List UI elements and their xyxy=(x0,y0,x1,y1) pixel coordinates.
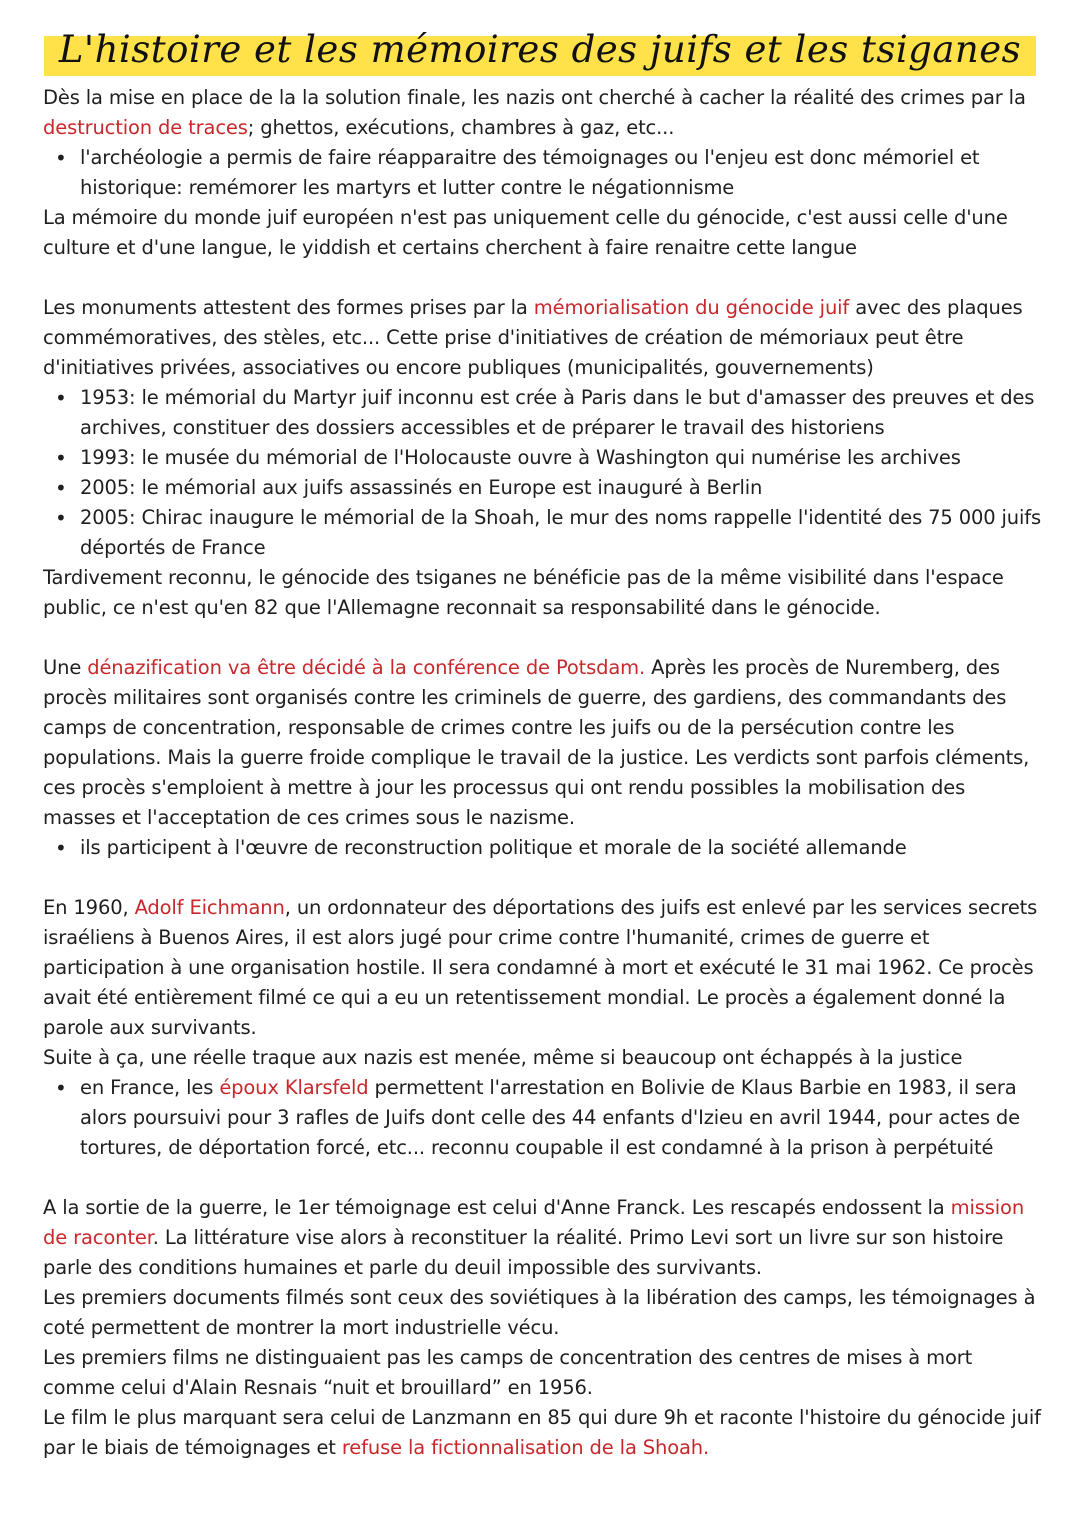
text: . La littérature vise alors à reconstituer la réalité. Primo Levi sort un livre sur son histoire parle des conditions humaines et parle du deuil impossible des survivants. xyxy=(43,1226,1004,1279)
bullet-list xyxy=(43,833,1043,863)
paragraph: Les premiers documents filmés sont ceux des soviétiques à la libération des camps, les témoignages à coté permettent de montrer la mort industrielle vécu. xyxy=(43,1286,1036,1339)
list-item: • 2005: Chirac inaugure le mémorial de la Shoah, le mur des noms rappelle l'identité des 75 000 juifs déportés de France xyxy=(43,503,1043,563)
paragraph: Les premiers films ne distinguaient pas les camps de concentration des centres de mises à mort comme celui d'Alain Resnais “nuit et brouillard” en 1956. xyxy=(43,1346,973,1399)
paragraph: Suite à ça, une réelle traque aux nazis est menée, même si beaucoup ont échappés à la justice xyxy=(43,1046,963,1069)
highlighted-term: dénazification va être décidé à la conférence de Potsdam. xyxy=(87,656,646,679)
bullet-list xyxy=(43,143,1043,203)
paragraph: Tardivement reconnu, le génocide des tsiganes ne bénéficie pas de la même visibilité dans l'espace public, ce n'est qu'en 82 que l'Allemagne reconnait sa responsabilité dans le génocide. xyxy=(43,566,1004,619)
text: Les monuments attestent des formes prises par la xyxy=(43,296,534,319)
list-item: • l'archéologie a permis de faire réapparaitre des témoignages ou l'enjeu est donc mémoriel et historique: remémorer les martyrs et lutter contre le négationnisme xyxy=(43,143,1043,203)
text: permettent l'arrestation en Bolivie de Klaus Barbie en 1983, il sera alors poursuivi pour 3 rafles de Juifs dont celle des 44 enfants d'Izieu en avril 1944, pour actes de tortures, de déportation forcé, etc... reconnu coupable il est condamné à la prison à perpétuité xyxy=(80,1076,1020,1159)
highlighted-term: mission de raconter xyxy=(43,1196,1025,1249)
text: avec des plaques commémoratives, des stèles, etc... Cette prise d'initiatives de création de mémoriaux peut être d'initiatives privées, associatives ou encore publiques (municipalités, gouvernements) xyxy=(43,296,1023,379)
bullet-list xyxy=(43,1073,1043,1163)
text: A la sortie de la guerre, le 1er témoignage est celui d'Anne Franck. Les rescapés endossent la xyxy=(43,1196,951,1219)
highlighted-term: refuse la fictionnalisation de la Shoah. xyxy=(341,1436,710,1459)
highlighted-term: mémorialisation du génocide juif xyxy=(533,296,850,319)
list-item: • 1993: le musée du mémorial de l'Holocauste ouvre à Washington qui numérise les archives xyxy=(43,443,1043,473)
text: En 1960, xyxy=(43,896,135,919)
paragraph xyxy=(43,1193,1043,1283)
text: ; ghettos, exécutions, chambres à gaz, etc... xyxy=(247,116,675,139)
text: en France, les xyxy=(80,1076,220,1099)
highlighted-term: Adolf Eichmann xyxy=(134,896,285,919)
text: Le film le plus marquant sera celui de Lanzmann en 85 qui dure 9h et raconte l'histoire du génocide juif par le biais de témoignages et xyxy=(43,1406,1041,1459)
title-highlight xyxy=(44,28,1036,76)
paragraph: La mémoire du monde juif européen n'est pas uniquement celle du génocide, c'est aussi celle d'une culture et d'une langue, le yiddish et certains cherchent à faire renaitre cette langue xyxy=(43,206,1008,259)
text: , un ordonnateur des déportations des juifs est enlevé par les services secrets israéliens à Buenos Aires, il est alors jugé pour crime contre l'humanité, crimes de guerre et participation à une organisation hostile. Il sera condamné à mort et exécuté le 31 mai 1962. Ce procès avait été entièrement filmé ce qui a eu un retentissement mondial. Le procès a également donné la parole aux survivants. xyxy=(43,896,1038,1039)
document-body xyxy=(43,83,1043,1463)
highlighted-term: destruction de traces xyxy=(43,116,248,139)
bullet-list xyxy=(43,383,1043,563)
highlighted-term: époux Klarsfeld xyxy=(219,1076,369,1099)
list-item: • ils participent à l'œuvre de reconstruction politique et morale de la société allemande xyxy=(43,833,1043,863)
paragraph xyxy=(43,1403,1043,1463)
paragraph xyxy=(43,83,1043,143)
text: Une xyxy=(43,656,88,679)
page-title: L'histoire et les mémoires des juifs et les tsiganes xyxy=(58,28,1022,71)
list-item xyxy=(43,1073,1043,1163)
list-item: • 1953: le mémorial du Martyr juif inconnu est crée à Paris dans le but d'amasser des preuves et des archives, constituer des dossiers accessibles et de préparer le travail des historiens xyxy=(43,383,1043,443)
text: Après les procès de Nuremberg, des procès militaires sont organisés contre les criminels de guerre, des gardiens, des commandants des camps de concentration, responsable de crimes contre les juifs ou de la persécution contre les populations. Mais la guerre froide complique le travail de la justice. Les verdicts sont parfois cléments, ces procès s'emploient à mettre à jour les processus qui ont rendu possibles la mobilisation des masses et l'acceptation de ces crimes sous le nazisme. xyxy=(43,656,1030,829)
paragraph xyxy=(43,293,1043,383)
paragraph xyxy=(43,653,1043,833)
paragraph xyxy=(43,893,1043,1043)
list-item: • 2005: le mémorial aux juifs assassinés en Europe est inauguré à Berlin xyxy=(43,473,1043,503)
text: Dès la mise en place de la la solution finale, les nazis ont cherché à cacher la réalité des crimes par la xyxy=(43,86,1026,109)
